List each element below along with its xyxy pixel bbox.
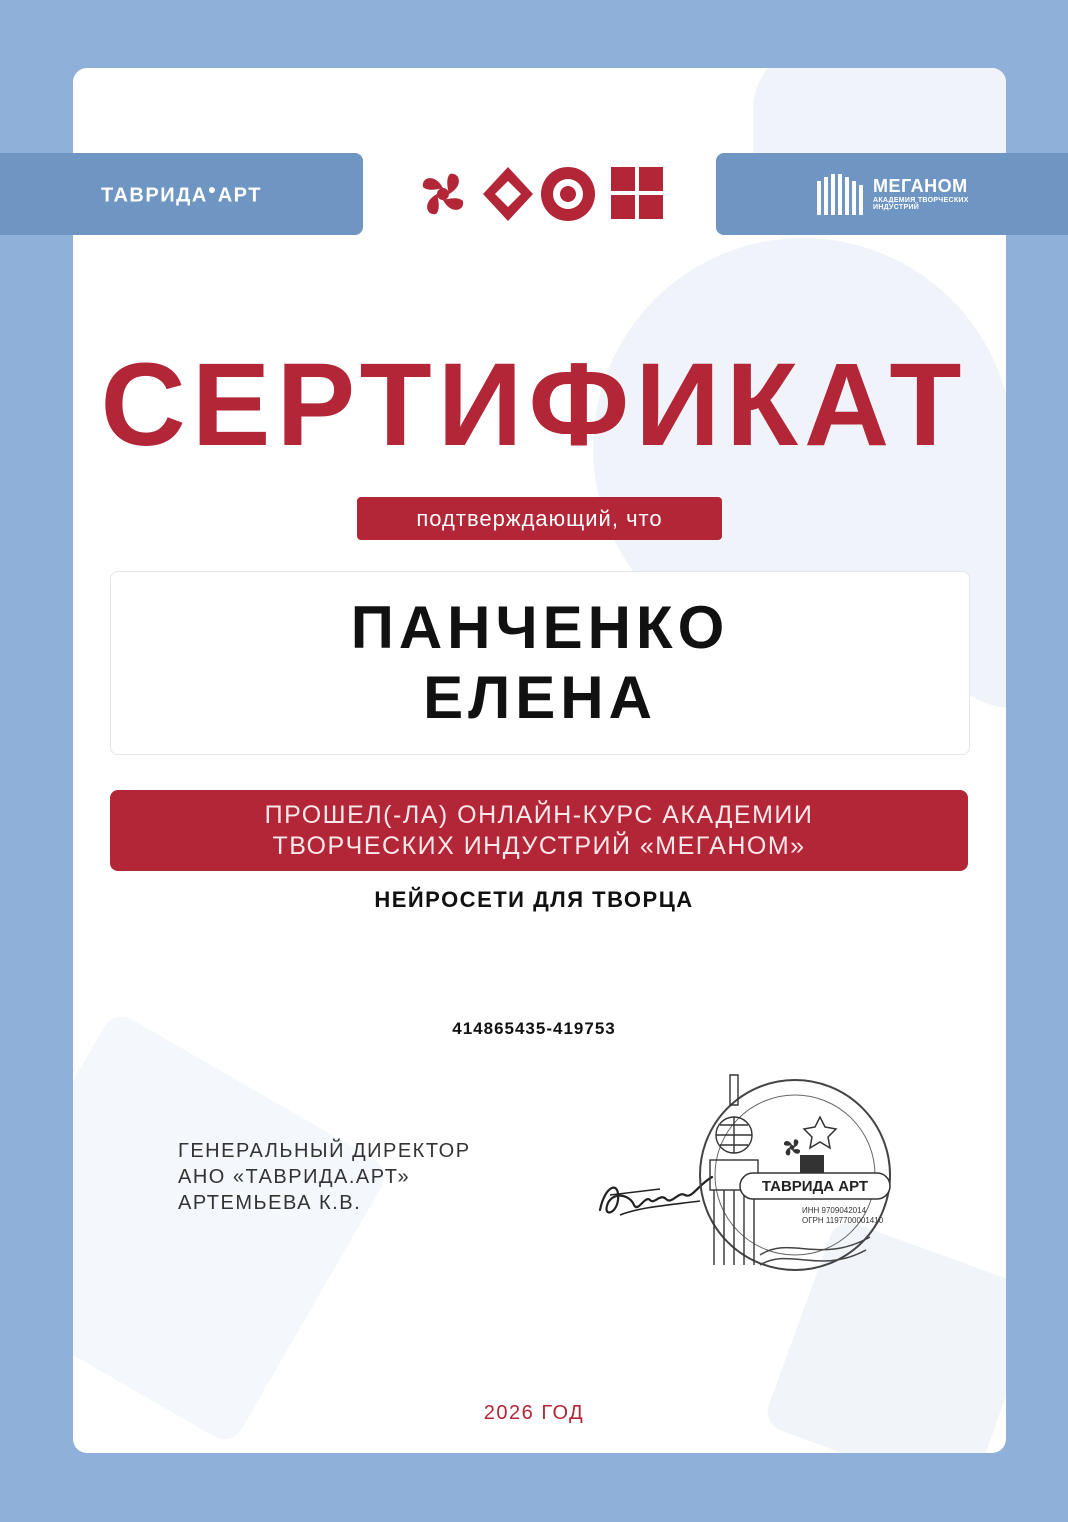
tavrida-logo xyxy=(101,181,262,208)
background-shape xyxy=(73,1009,392,1446)
subtitle-pill: подтверждающий, что xyxy=(357,497,722,540)
tavrida-logo-suffix: АРТ xyxy=(217,184,262,207)
recipient-first-name: ЕЛЕНА xyxy=(423,664,657,731)
meganom-title: МЕГАНОМ xyxy=(873,176,968,196)
signer-block xyxy=(178,1138,471,1216)
certificate-number: 414865435-419753 xyxy=(452,1019,616,1038)
target-icon xyxy=(541,167,595,221)
statue-icon xyxy=(710,1075,758,1265)
seal-inn: ИНН 9709042014 xyxy=(802,1206,867,1215)
meganom-subtitle: АКАДЕМИЯ ТВОРЧЕСКИХ ИНДУСТРИЙ xyxy=(873,197,969,211)
tavrida-banner xyxy=(0,153,363,235)
seal-ogrn: ОГРН 1197700001410 xyxy=(802,1216,884,1225)
meganom-logo xyxy=(815,171,969,217)
seal-logo-block xyxy=(800,1155,824,1175)
certificate-title: СЕРТИФИКАТ xyxy=(100,339,968,471)
diamond-icon xyxy=(483,167,533,221)
course-name: НЕЙРОСЕТИ ДЛЯ ТВОРЦА xyxy=(374,887,694,912)
pinwheel-icon xyxy=(784,1139,800,1155)
recipient-name-box xyxy=(110,571,970,755)
recipient-surname: ПАНЧЕНКО xyxy=(350,594,730,661)
logo-dot: ● xyxy=(207,180,218,197)
pinwheel-icon xyxy=(423,174,463,214)
signer-organization: АНО «ТАВРИДА.АРТ» xyxy=(178,1166,411,1188)
meganom-building-icon xyxy=(815,171,865,217)
meganom-banner xyxy=(716,153,1068,235)
grid-icon xyxy=(611,167,663,219)
certificate-year: 2026 ГОД xyxy=(483,1402,585,1424)
star-icon xyxy=(804,1117,836,1148)
official-seal xyxy=(690,1065,900,1285)
tavrida-logo-text: ТАВРИДА xyxy=(101,184,208,207)
course-statement xyxy=(110,790,968,871)
course-statement-line1: ПРОШЕЛ(-ЛА) ОНЛАЙН-КУРС АКАДЕМИИ xyxy=(264,800,814,829)
seal-org-name: ТАВРИДА АРТ xyxy=(761,1178,869,1195)
signer-name: АРТЕМЬЕВА К.В. xyxy=(178,1192,362,1214)
ornament-icons xyxy=(413,163,665,225)
course-statement-line2: ТВОРЧЕСКИХ ИНДУСТРИЙ «МЕГАНОМ» xyxy=(272,831,806,860)
signer-position: ГЕНЕРАЛЬНЫЙ ДИРЕКТОР xyxy=(178,1140,471,1162)
